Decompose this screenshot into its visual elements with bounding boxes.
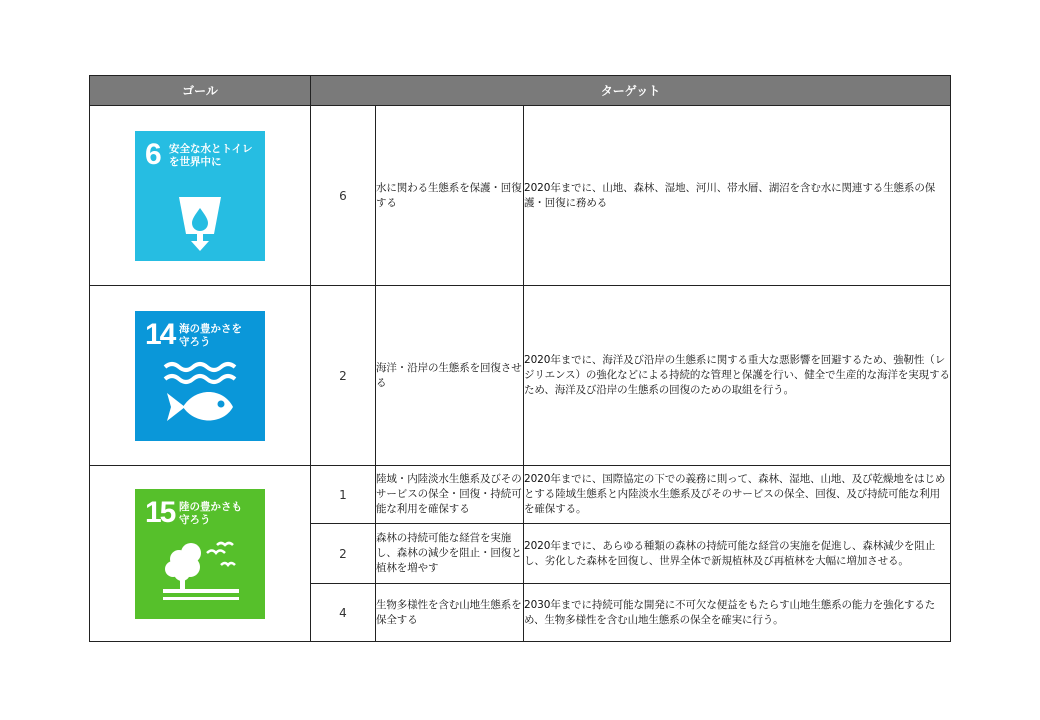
goal-14-number: 14	[145, 317, 175, 351]
target-name: 森林の持続可能な経営を実施し、森林の減少を阻止・回復と植林を増やす	[376, 524, 524, 584]
target-name: 生物多様性を含む山地生態系を保全する	[376, 584, 524, 642]
target-description: 2020年までに、海洋及び沿岸の生態系に関する重大な悪影響を回避するため、強靭性（レジリエンス）の強化などによる持続的な管理と保護を行い、健全で生産的な海洋を実現するため、海洋及び沿岸の生態系の回復のための取組を行う。	[524, 286, 951, 466]
target-description: 2020年までに、山地、森林、湿地、河川、帯水層、湖沼を含む水に関連する生態系の保護・回復に務める	[524, 106, 951, 286]
target-description: 2030年までに持続可能な開発に不可欠な便益をもたらす山地生態系の能力を強化するため、生物多様性を含む山地生態系の保全を確実に行う。	[524, 584, 951, 642]
goal-15-number: 15	[145, 495, 175, 529]
goal-15-cell	[90, 466, 311, 642]
target-name: 陸域・内陸淡水生態系及びそのサービスの保全・回復・持続可能な利用を確保する	[376, 466, 524, 524]
goal-6-tile	[135, 131, 265, 261]
table-header-row	[90, 76, 951, 106]
table-row-goal-6	[90, 106, 951, 286]
table-row-goal-14	[90, 286, 951, 466]
target-description: 2020年までに、あらゆる種類の森林の持続可能な経営の実施を促進し、森林減少を阻止し、劣化した森林を回復し、世界全体で新規植林及び再植林を大幅に増加させる。	[524, 524, 951, 584]
water-glass-icon	[135, 131, 265, 261]
goal-column-header: ゴール	[90, 76, 311, 106]
goal-6-title: 安全な水とトイレ を世界中に	[169, 142, 253, 168]
goal-14-title: 海の豊かさを 守ろう	[179, 322, 242, 348]
target-number: 2	[311, 286, 376, 466]
goal-14-tile	[135, 311, 265, 441]
table-row-goal-15-target-1	[90, 466, 951, 524]
goal-15-title: 陸の豊かさも 守ろう	[179, 500, 242, 526]
target-column-header: ターゲット	[311, 76, 951, 106]
target-name: 水に関わる生態系を保護・回復する	[376, 106, 524, 286]
target-number: 6	[311, 106, 376, 286]
goal-14-cell	[90, 286, 311, 466]
goal-15-tile	[135, 489, 265, 619]
target-name: 海洋・沿岸の生態系を回復させる	[376, 286, 524, 466]
goal-6-cell	[90, 106, 311, 286]
target-description: 2020年までに、国際協定の下での義務に則って、森林、湿地、山地、及び乾燥地をはじめとする陸域生態系と内陸淡水生態系及びそのサービスの保全、回復、及び持続可能な利用を確保する。	[524, 466, 951, 524]
goal-6-number: 6	[145, 137, 160, 171]
target-number: 2	[311, 524, 376, 584]
target-number: 1	[311, 466, 376, 524]
tree-birds-icon	[135, 489, 265, 619]
target-number: 4	[311, 584, 376, 642]
fish-waves-icon	[135, 311, 265, 441]
sdg-target-table	[89, 75, 951, 642]
